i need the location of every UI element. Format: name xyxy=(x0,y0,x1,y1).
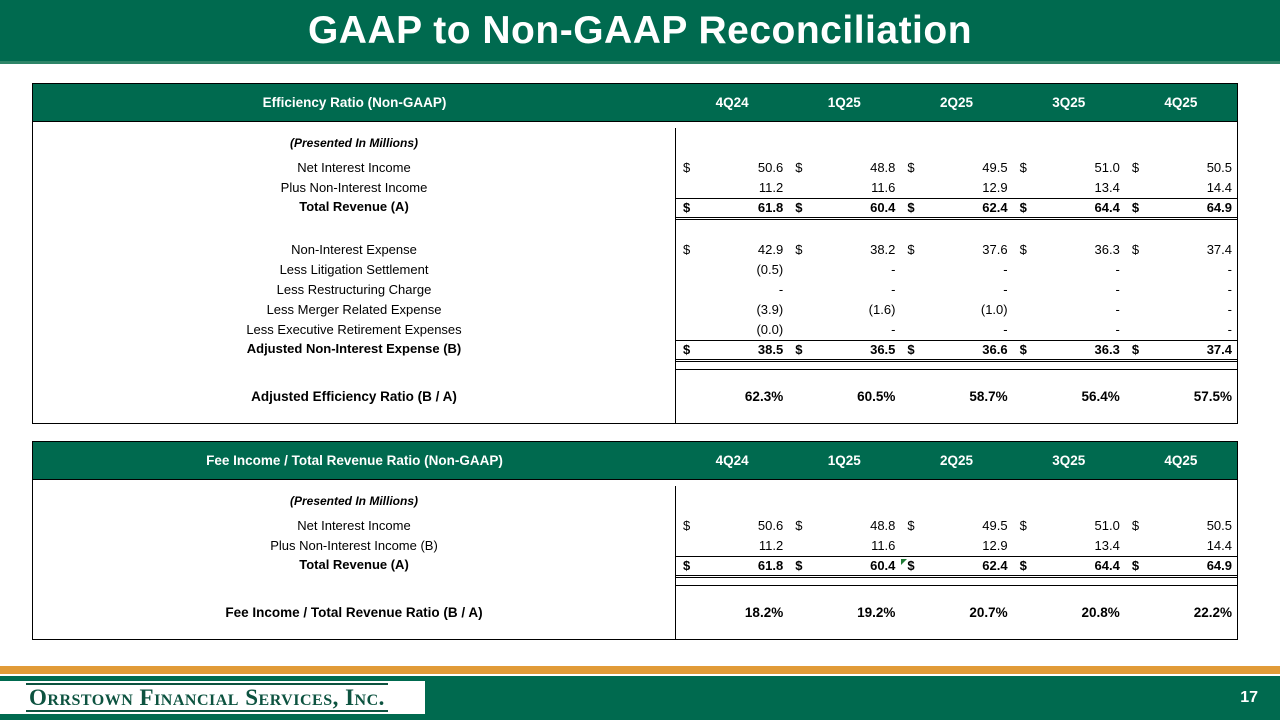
cell-value: 51.0 xyxy=(1094,518,1120,533)
value-cell xyxy=(788,586,900,639)
column-header: 4Q24 xyxy=(715,453,749,468)
row-label: Plus Non-Interest Income xyxy=(33,178,676,198)
table-header xyxy=(33,442,1237,480)
value-cell xyxy=(900,128,1012,158)
row-label: Adjusted Efficiency Ratio (B / A) xyxy=(33,370,676,423)
cell-value: 13.4 xyxy=(1094,538,1120,553)
cell-value: 11.2 xyxy=(758,180,784,195)
cell-value: 13.4 xyxy=(1094,180,1120,195)
fee-income-ratio-table xyxy=(32,441,1238,640)
value-cell xyxy=(676,300,788,320)
row-values xyxy=(676,158,1237,178)
value-cell xyxy=(1013,536,1125,556)
currency-symbol: $ xyxy=(1131,518,1140,533)
value-cell xyxy=(676,362,788,369)
row-label: Less Litigation Settlement xyxy=(33,260,676,280)
row-values xyxy=(676,128,1237,158)
row-values xyxy=(676,578,1237,586)
value-cell xyxy=(676,178,788,198)
cell-value: 14.4 xyxy=(1206,538,1233,553)
cell-value: 50.5 xyxy=(1206,160,1233,175)
cell-value: - xyxy=(778,282,784,297)
value-cell xyxy=(900,198,1012,220)
currency-symbol: $ xyxy=(1131,160,1140,175)
currency-symbol: $ xyxy=(907,160,915,175)
currency-symbol: $ xyxy=(1131,242,1140,257)
cell-value: (0.0) xyxy=(756,322,784,337)
value-cell xyxy=(676,128,788,158)
cell-value: 57.5% xyxy=(1193,388,1233,404)
value-cell xyxy=(788,280,900,300)
value-cell xyxy=(788,158,900,178)
value-cell xyxy=(1125,516,1237,536)
efficiency-ratio-table xyxy=(32,83,1238,424)
row-values xyxy=(676,280,1237,300)
table-row xyxy=(33,240,1237,260)
value-cell xyxy=(1125,586,1237,639)
cell-value: - xyxy=(1227,282,1233,297)
value-cell xyxy=(676,536,788,556)
table-row xyxy=(33,370,1237,423)
row-label: Net Interest Income xyxy=(33,516,676,536)
value-cell xyxy=(676,340,788,362)
cell-value: 56.4% xyxy=(1081,388,1120,404)
cell-value: 42.9 xyxy=(757,242,784,257)
value-cell xyxy=(788,178,900,198)
value-cell xyxy=(1125,300,1237,320)
row-values xyxy=(676,240,1237,260)
row-label: Less Merger Related Expense xyxy=(33,300,676,320)
cell-value: 48.8 xyxy=(870,160,896,175)
row-label: Total Revenue (A) xyxy=(33,556,676,578)
table-title: Fee Income / Total Revenue Ratio (Non-GAAP) xyxy=(206,453,503,468)
comment-marker-icon xyxy=(901,559,907,565)
row-values xyxy=(676,320,1237,340)
cell-value: - xyxy=(1003,262,1008,277)
value-cell xyxy=(1013,240,1125,260)
currency-symbol: $ xyxy=(683,242,691,257)
value-cell xyxy=(1125,362,1237,369)
cell-value: 11.6 xyxy=(871,180,896,195)
value-cell xyxy=(1013,362,1125,369)
column-header: 4Q24 xyxy=(715,95,749,110)
value-cell xyxy=(900,280,1012,300)
cell-value: 62.4 xyxy=(982,558,1008,573)
value-cell xyxy=(1013,486,1125,516)
currency-symbol: $ xyxy=(795,342,803,357)
currency-symbol: $ xyxy=(683,518,691,533)
row-label: (Presented In Millions) xyxy=(33,128,676,158)
cell-value: (0.5) xyxy=(756,262,784,277)
value-cell xyxy=(1013,220,1125,240)
currency-symbol: $ xyxy=(1019,518,1027,533)
value-cell xyxy=(1013,128,1125,158)
currency-symbol: $ xyxy=(683,160,691,175)
value-cell xyxy=(788,128,900,158)
row-values xyxy=(676,586,1237,639)
spacer-row xyxy=(33,220,1237,240)
value-cell xyxy=(676,198,788,220)
value-cell xyxy=(788,240,900,260)
column-header: 2Q25 xyxy=(939,95,974,110)
currency-symbol: $ xyxy=(795,518,803,533)
value-cell xyxy=(788,362,900,369)
cell-value: 36.6 xyxy=(982,342,1008,357)
cell-value: 51.0 xyxy=(1094,160,1120,175)
value-cell xyxy=(676,280,788,300)
column-headers xyxy=(676,453,1237,468)
currency-symbol: $ xyxy=(1019,558,1027,573)
table-header xyxy=(33,84,1237,122)
footer-accent-bar xyxy=(0,666,1280,674)
currency-symbol: $ xyxy=(907,200,915,215)
table-row xyxy=(33,516,1237,536)
cell-value: 20.8% xyxy=(1081,604,1120,620)
value-cell xyxy=(788,370,900,423)
cell-value: 18.2% xyxy=(744,604,784,620)
column-header: 1Q25 xyxy=(827,453,861,468)
column-header: 3Q25 xyxy=(1052,453,1086,468)
table-row xyxy=(33,556,1237,578)
cell-value: - xyxy=(891,282,896,297)
table-row xyxy=(33,158,1237,178)
value-cell xyxy=(788,536,900,556)
cell-value: - xyxy=(891,322,896,337)
value-cell xyxy=(1013,320,1125,340)
cell-value: 11.2 xyxy=(758,538,784,553)
spacer-row xyxy=(33,362,1237,370)
value-cell xyxy=(676,556,788,578)
value-cell xyxy=(1013,586,1125,639)
column-header: 4Q25 xyxy=(1164,453,1198,468)
value-cell xyxy=(1013,516,1125,536)
value-cell xyxy=(900,586,1012,639)
value-cell xyxy=(900,516,1012,536)
value-cell xyxy=(1125,240,1237,260)
value-cell xyxy=(900,220,1012,240)
value-cell xyxy=(900,320,1012,340)
value-cell xyxy=(900,362,1012,369)
value-cell xyxy=(676,220,788,240)
value-cell xyxy=(1125,280,1237,300)
value-cell xyxy=(676,240,788,260)
value-cell xyxy=(788,556,900,578)
cell-value: 58.7% xyxy=(969,388,1008,404)
cell-value: 11.6 xyxy=(871,538,896,553)
value-cell xyxy=(1125,158,1237,178)
row-label xyxy=(33,578,676,586)
title-banner xyxy=(0,0,1280,64)
row-label: (Presented In Millions) xyxy=(33,486,676,516)
cell-value: 64.4 xyxy=(1094,200,1120,215)
row-values xyxy=(676,486,1237,516)
table-row xyxy=(33,340,1237,362)
value-cell xyxy=(788,220,900,240)
cell-value: 12.9 xyxy=(982,538,1008,553)
cell-value: (1.0) xyxy=(980,302,1008,317)
value-cell xyxy=(900,158,1012,178)
spacer-row xyxy=(33,578,1237,586)
cell-value: - xyxy=(1003,322,1008,337)
row-values xyxy=(676,260,1237,280)
value-cell xyxy=(676,516,788,536)
currency-symbol: $ xyxy=(907,558,915,573)
row-label: Total Revenue (A) xyxy=(33,198,676,220)
value-cell xyxy=(900,300,1012,320)
row-values xyxy=(676,300,1237,320)
currency-symbol: $ xyxy=(795,160,803,175)
row-label: Non-Interest Expense xyxy=(33,240,676,260)
value-cell xyxy=(676,320,788,340)
currency-symbol: $ xyxy=(1131,342,1140,357)
row-values xyxy=(676,556,1237,578)
value-cell xyxy=(1013,198,1125,220)
table-body xyxy=(33,122,1237,423)
value-cell xyxy=(1013,578,1125,585)
value-cell xyxy=(788,516,900,536)
value-cell xyxy=(900,486,1012,516)
cell-value: - xyxy=(1003,282,1008,297)
row-label: Fee Income / Total Revenue Ratio (B / A) xyxy=(33,586,676,639)
cell-value: 36.5 xyxy=(870,342,896,357)
table-row xyxy=(33,178,1237,198)
cell-value: 38.5 xyxy=(757,342,784,357)
row-values xyxy=(676,220,1237,240)
value-cell xyxy=(900,260,1012,280)
row-label: Plus Non-Interest Income (B) xyxy=(33,536,676,556)
cell-value: 60.4 xyxy=(870,558,896,573)
table-row xyxy=(33,260,1237,280)
currency-symbol: $ xyxy=(795,242,803,257)
table-row xyxy=(33,128,1237,158)
row-label: Adjusted Non-Interest Expense (B) xyxy=(33,340,676,362)
row-label: Less Restructuring Charge xyxy=(33,280,676,300)
value-cell xyxy=(1125,556,1237,578)
value-cell xyxy=(676,578,788,585)
cell-value: 37.4 xyxy=(1206,342,1233,357)
cell-value: 50.6 xyxy=(757,518,784,533)
currency-symbol: $ xyxy=(907,518,915,533)
currency-symbol: $ xyxy=(907,242,915,257)
value-cell xyxy=(1013,300,1125,320)
value-cell xyxy=(1013,556,1125,578)
value-cell xyxy=(900,178,1012,198)
currency-symbol: $ xyxy=(1019,160,1027,175)
currency-symbol: $ xyxy=(1019,200,1027,215)
column-header: 4Q25 xyxy=(1164,95,1198,110)
value-cell xyxy=(1013,370,1125,423)
row-label: Net Interest Income xyxy=(33,158,676,178)
value-cell xyxy=(900,536,1012,556)
value-cell xyxy=(1125,128,1237,158)
value-cell xyxy=(1125,536,1237,556)
value-cell xyxy=(1125,178,1237,198)
value-cell xyxy=(788,578,900,585)
value-cell xyxy=(1013,280,1125,300)
cell-value: 61.8 xyxy=(757,558,784,573)
company-logo xyxy=(0,681,425,714)
value-cell xyxy=(1125,370,1237,423)
table-row xyxy=(33,536,1237,556)
currency-symbol: $ xyxy=(1019,242,1027,257)
value-cell xyxy=(1125,340,1237,362)
table-row xyxy=(33,300,1237,320)
cell-value: - xyxy=(1115,262,1120,277)
table-row xyxy=(33,586,1237,639)
currency-symbol: $ xyxy=(1131,558,1140,573)
value-cell xyxy=(788,486,900,516)
row-label xyxy=(33,220,676,240)
cell-value: 60.5% xyxy=(857,388,896,404)
currency-symbol: $ xyxy=(683,558,691,573)
cell-value: 22.2% xyxy=(1193,604,1233,620)
row-label xyxy=(33,362,676,370)
column-header: 1Q25 xyxy=(827,95,861,110)
value-cell xyxy=(1125,260,1237,280)
value-cell xyxy=(900,240,1012,260)
currency-symbol: $ xyxy=(795,558,803,573)
value-cell xyxy=(1013,260,1125,280)
currency-symbol: $ xyxy=(1019,342,1027,357)
cell-value: 36.3 xyxy=(1094,342,1120,357)
cell-value: 49.5 xyxy=(982,518,1008,533)
value-cell xyxy=(1125,486,1237,516)
cell-value: 36.3 xyxy=(1094,242,1120,257)
table-row xyxy=(33,198,1237,220)
column-headers xyxy=(676,95,1237,110)
currency-symbol: $ xyxy=(907,342,915,357)
table-title: Efficiency Ratio (Non-GAAP) xyxy=(262,95,447,110)
value-cell xyxy=(788,340,900,362)
value-cell xyxy=(788,198,900,220)
table-row xyxy=(33,320,1237,340)
value-cell xyxy=(788,260,900,280)
value-cell xyxy=(1125,578,1237,585)
cell-value: - xyxy=(1115,282,1120,297)
table-row xyxy=(33,486,1237,516)
table-body xyxy=(33,480,1237,639)
row-values xyxy=(676,340,1237,362)
value-cell xyxy=(1125,220,1237,240)
value-cell xyxy=(1013,158,1125,178)
value-cell xyxy=(1013,178,1125,198)
value-cell xyxy=(900,556,1012,578)
cell-value: 50.5 xyxy=(1206,518,1233,533)
cell-value: - xyxy=(1227,302,1233,317)
cell-value: - xyxy=(1115,302,1120,317)
cell-value: 37.6 xyxy=(982,242,1008,257)
row-values xyxy=(676,516,1237,536)
cell-value: 19.2% xyxy=(857,604,896,620)
row-values xyxy=(676,178,1237,198)
value-cell xyxy=(676,586,788,639)
cell-value: 38.2 xyxy=(870,242,896,257)
cell-value: - xyxy=(891,262,896,277)
value-cell xyxy=(676,158,788,178)
row-values xyxy=(676,536,1237,556)
page-number: 17 xyxy=(1240,689,1258,706)
cell-value: - xyxy=(1227,322,1233,337)
currency-symbol: $ xyxy=(683,342,691,357)
page-title: GAAP to Non-GAAP Reconciliation xyxy=(307,8,973,52)
value-cell xyxy=(676,260,788,280)
column-header: 3Q25 xyxy=(1052,95,1086,110)
value-cell xyxy=(788,320,900,340)
cell-value: 49.5 xyxy=(982,160,1008,175)
value-cell xyxy=(676,486,788,516)
value-cell xyxy=(1013,340,1125,362)
value-cell xyxy=(900,340,1012,362)
cell-value: 62.3% xyxy=(744,388,784,404)
cell-value: 64.4 xyxy=(1094,558,1120,573)
cell-value: 20.7% xyxy=(969,604,1008,620)
cell-value: 12.9 xyxy=(982,180,1008,195)
row-values xyxy=(676,362,1237,370)
value-cell xyxy=(788,300,900,320)
value-cell xyxy=(1125,198,1237,220)
currency-symbol: $ xyxy=(1131,200,1140,215)
cell-value: 62.4 xyxy=(982,200,1008,215)
cell-value: 50.6 xyxy=(757,160,784,175)
value-cell xyxy=(1125,320,1237,340)
cell-value: 64.9 xyxy=(1206,558,1233,573)
value-cell xyxy=(900,370,1012,423)
currency-symbol: $ xyxy=(795,200,803,215)
cell-value: 61.8 xyxy=(757,200,784,215)
cell-value: 64.9 xyxy=(1206,200,1233,215)
cell-value: 60.4 xyxy=(870,200,896,215)
column-header: 2Q25 xyxy=(939,453,974,468)
table-row xyxy=(33,280,1237,300)
value-cell xyxy=(676,370,788,423)
row-values xyxy=(676,370,1237,423)
cell-value: (1.6) xyxy=(868,302,896,317)
cell-value: 37.4 xyxy=(1206,242,1233,257)
cell-value: 14.4 xyxy=(1206,180,1233,195)
currency-symbol: $ xyxy=(683,200,691,215)
cell-value: (3.9) xyxy=(756,302,784,317)
row-label: Less Executive Retirement Expenses xyxy=(33,320,676,340)
row-values xyxy=(676,198,1237,220)
cell-value: - xyxy=(1115,322,1120,337)
company-logo-text: Orrstown Financial Services, Inc. xyxy=(26,683,388,712)
cell-value: 48.8 xyxy=(870,518,896,533)
value-cell xyxy=(900,578,1012,585)
cell-value: - xyxy=(1227,262,1233,277)
